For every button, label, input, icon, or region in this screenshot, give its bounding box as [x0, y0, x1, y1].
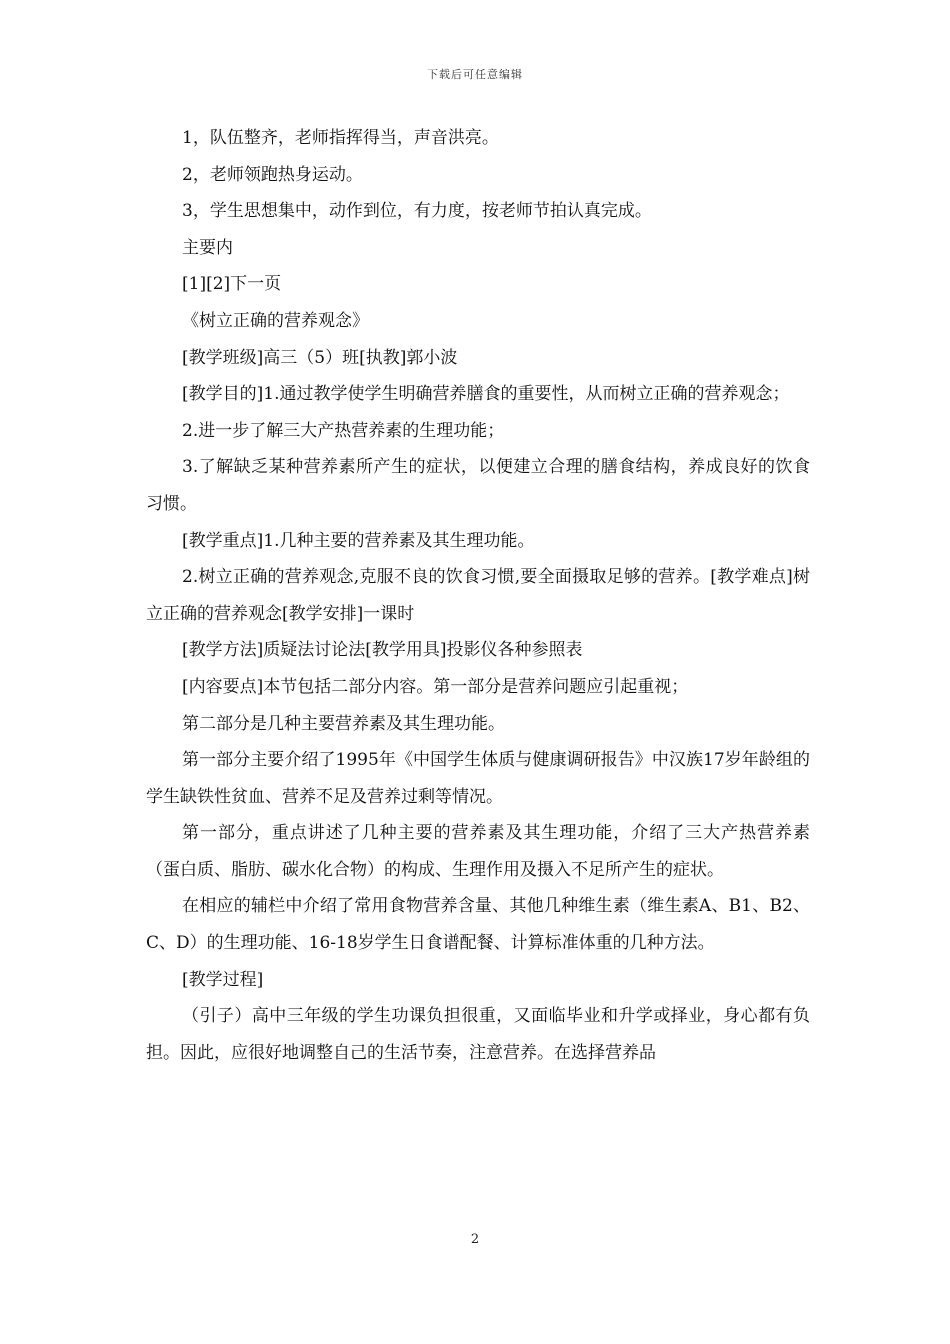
paragraph: 3，学生思想集中，动作到位，有力度，按老师节拍认真完成。 — [182, 201, 652, 222]
paragraph: 第二部分是几种主要营养素及其生理功能。 — [182, 713, 505, 734]
page-number: 2 — [470, 1232, 480, 1247]
page-header: 下载后可任意编辑 — [427, 68, 523, 81]
lesson-title: 《树立正确的营养观念》 — [182, 310, 369, 331]
pagination-links[interactable]: [1][2]下一页 — [182, 274, 282, 295]
paragraph: [教学目的]1.通过教学使学生明确营养膳食的重要性，从而树立正确的营养观念； — [182, 384, 790, 405]
paragraph: [内容要点]本节包括二部分内容。第一部分是营养问题应引起重视； — [182, 676, 689, 697]
paragraph: 主要内 — [182, 237, 233, 258]
paragraph: 第一部分主要介绍了1995年《中国学生体质与健康调研报告》中汉族17岁年龄组的学生缺铁性贫血、营养不足及营养过剩等情况。 — [146, 750, 810, 807]
paragraph: 2.树立正确的营养观念,克服不良的饮食习惯,要全面摄取足够的营养。[教学难点]树立正确的营养观念[教学安排]一课时 — [146, 567, 810, 624]
paragraph: 第一部分，重点讲述了几种主要的营养素及其生理功能，介绍了三大产热营养素（蛋白质、脂肪、碳水化合物）的构成、生理作用及摄入不足所产生的症状。 — [146, 823, 810, 880]
paragraph: 1，队伍整齐，老师指挥得当，声音洪亮。 — [182, 128, 499, 148]
paragraph: [教学重点]1.几种主要的营养素及其生理功能。 — [182, 530, 535, 551]
document-body — [146, 120, 810, 1071]
paragraph: 2，老师领跑热身运动。 — [182, 164, 363, 185]
paragraph: （引子）高中三年级的学生功课负担很重，又面临毕业和升学或择业，身心都有负担。因此，应很好地调整自己的生活节奏，注意营养。在选择营养品 — [146, 1006, 810, 1063]
paragraph: 在相应的辅栏中介绍了常用食物营养含量、其他几种维生素（维生素A、B1、B2、C、D）的生理功能、16-18岁学生日食谱配餐、计算标准体重的几种方法。 — [146, 896, 810, 954]
paragraph: [教学过程] — [182, 969, 264, 990]
paragraph: 3.了解缺乏某种营养素所产生的症状，以便建立合理的膳食结构，养成良好的饮食习惯。 — [146, 457, 810, 514]
paragraph: 2.进一步了解三大产热营养素的生理功能； — [182, 420, 505, 441]
paragraph: [教学班级]高三（5）班[执教]郭小波 — [182, 347, 458, 368]
paragraph: [教学方法]质疑法讨论法[教学用具]投影仪各种参照表 — [182, 640, 583, 661]
